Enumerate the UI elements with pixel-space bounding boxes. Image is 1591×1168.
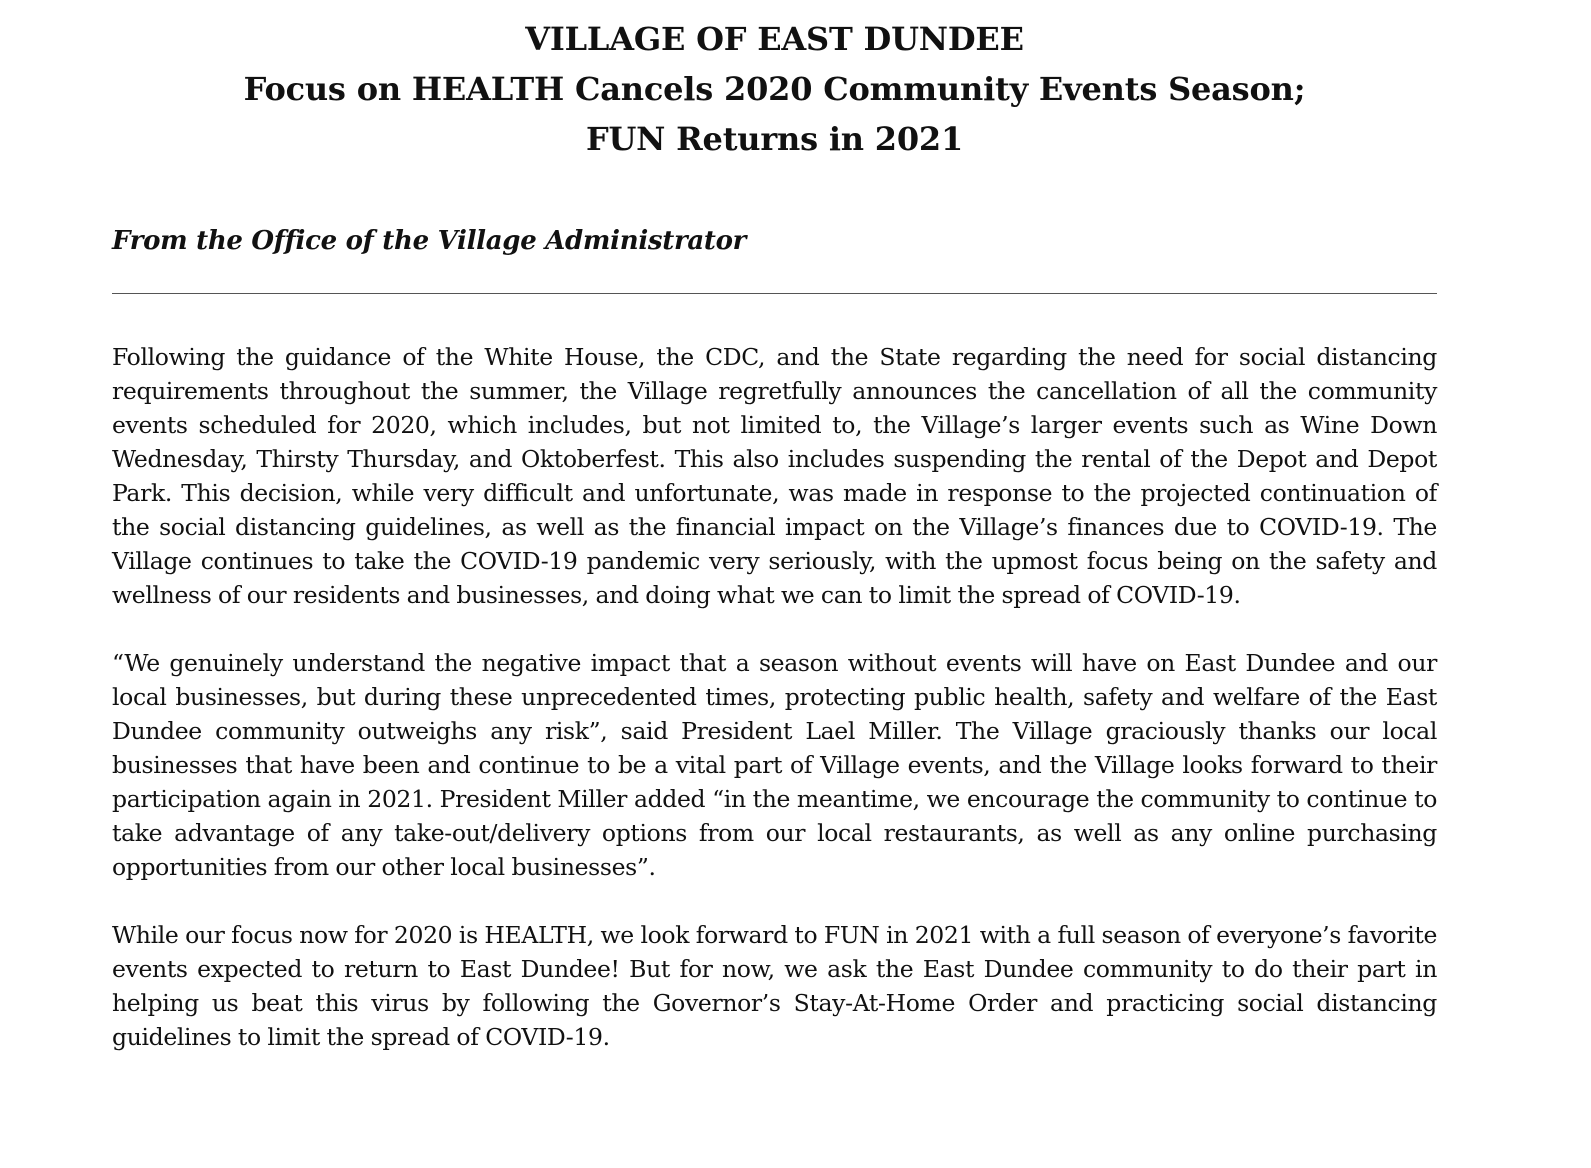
- press-release-title: [112, 14, 1437, 164]
- title-line-organization: VILLAGE OF EAST DUNDEE: [525, 20, 1024, 58]
- paragraph-president-quote: “We genuinely understand the negative impact that a season without events will have on East Dundee and our local businesses, but during these unprecedented times, protecting public health, safety and welfare of the East Dundee community outweighs any risk”, said President Lael Miller. The Village graciously thanks our local businesses that have been and continue to be a vital part of Village events, and the Village looks forward to their participation again in 2021. President Miller added “in the meantime, we encourage the community to continue to take advantage of any take-out/delivery options from our local restaurants, as well as any online purchasing opportunities from our other local businesses”.: [112, 649, 1437, 881]
- body-text: [112, 340, 1437, 1088]
- horizontal-divider: [112, 293, 1437, 294]
- paragraph-closing: While our focus now for 2020 is HEALTH, we look forward to FUN in 2021 with a full season of everyone’s favorite events expected to return to East Dundee! But for now, we ask the East Dundee community to do their part in helping us beat this virus by following the Governor’s Stay-At-Home Order and practicing social distancing guidelines to limit the spread of COVID-19.: [112, 921, 1438, 1051]
- paragraph-cancellation: Following the guidance of the White House, the CDC, and the State regarding the need for social distancing requirements throughout the summer, the Village regretfully announces the cancellation of all the community events scheduled for 2020, which includes, but not limited to, the Village’s larger events such as Wine Down Wednesday, Thirsty Thursday, and Oktoberfest. This also includes suspending the rental of the Depot and Depot Park. This decision, while very difficult and unfortunate, was made in response to the projected continuation of the social distancing guidelines, as well as the financial impact on the Village’s finances due to COVID-19. The Village continues to take the COVID-19 pandemic very seriously, with the upmost focus being on the safety and wellness of our residents and businesses, and doing what we can to limit the spread of COVID-19.: [112, 343, 1437, 609]
- document-page: [112, 0, 1438, 1051]
- byline: From the Office of the Village Administrator: [112, 226, 747, 256]
- title-line-headline: Focus on HEALTH Cancels 2020 Community Events Season;: [243, 70, 1306, 108]
- title-line-subheadline: FUN Returns in 2021: [585, 120, 964, 158]
